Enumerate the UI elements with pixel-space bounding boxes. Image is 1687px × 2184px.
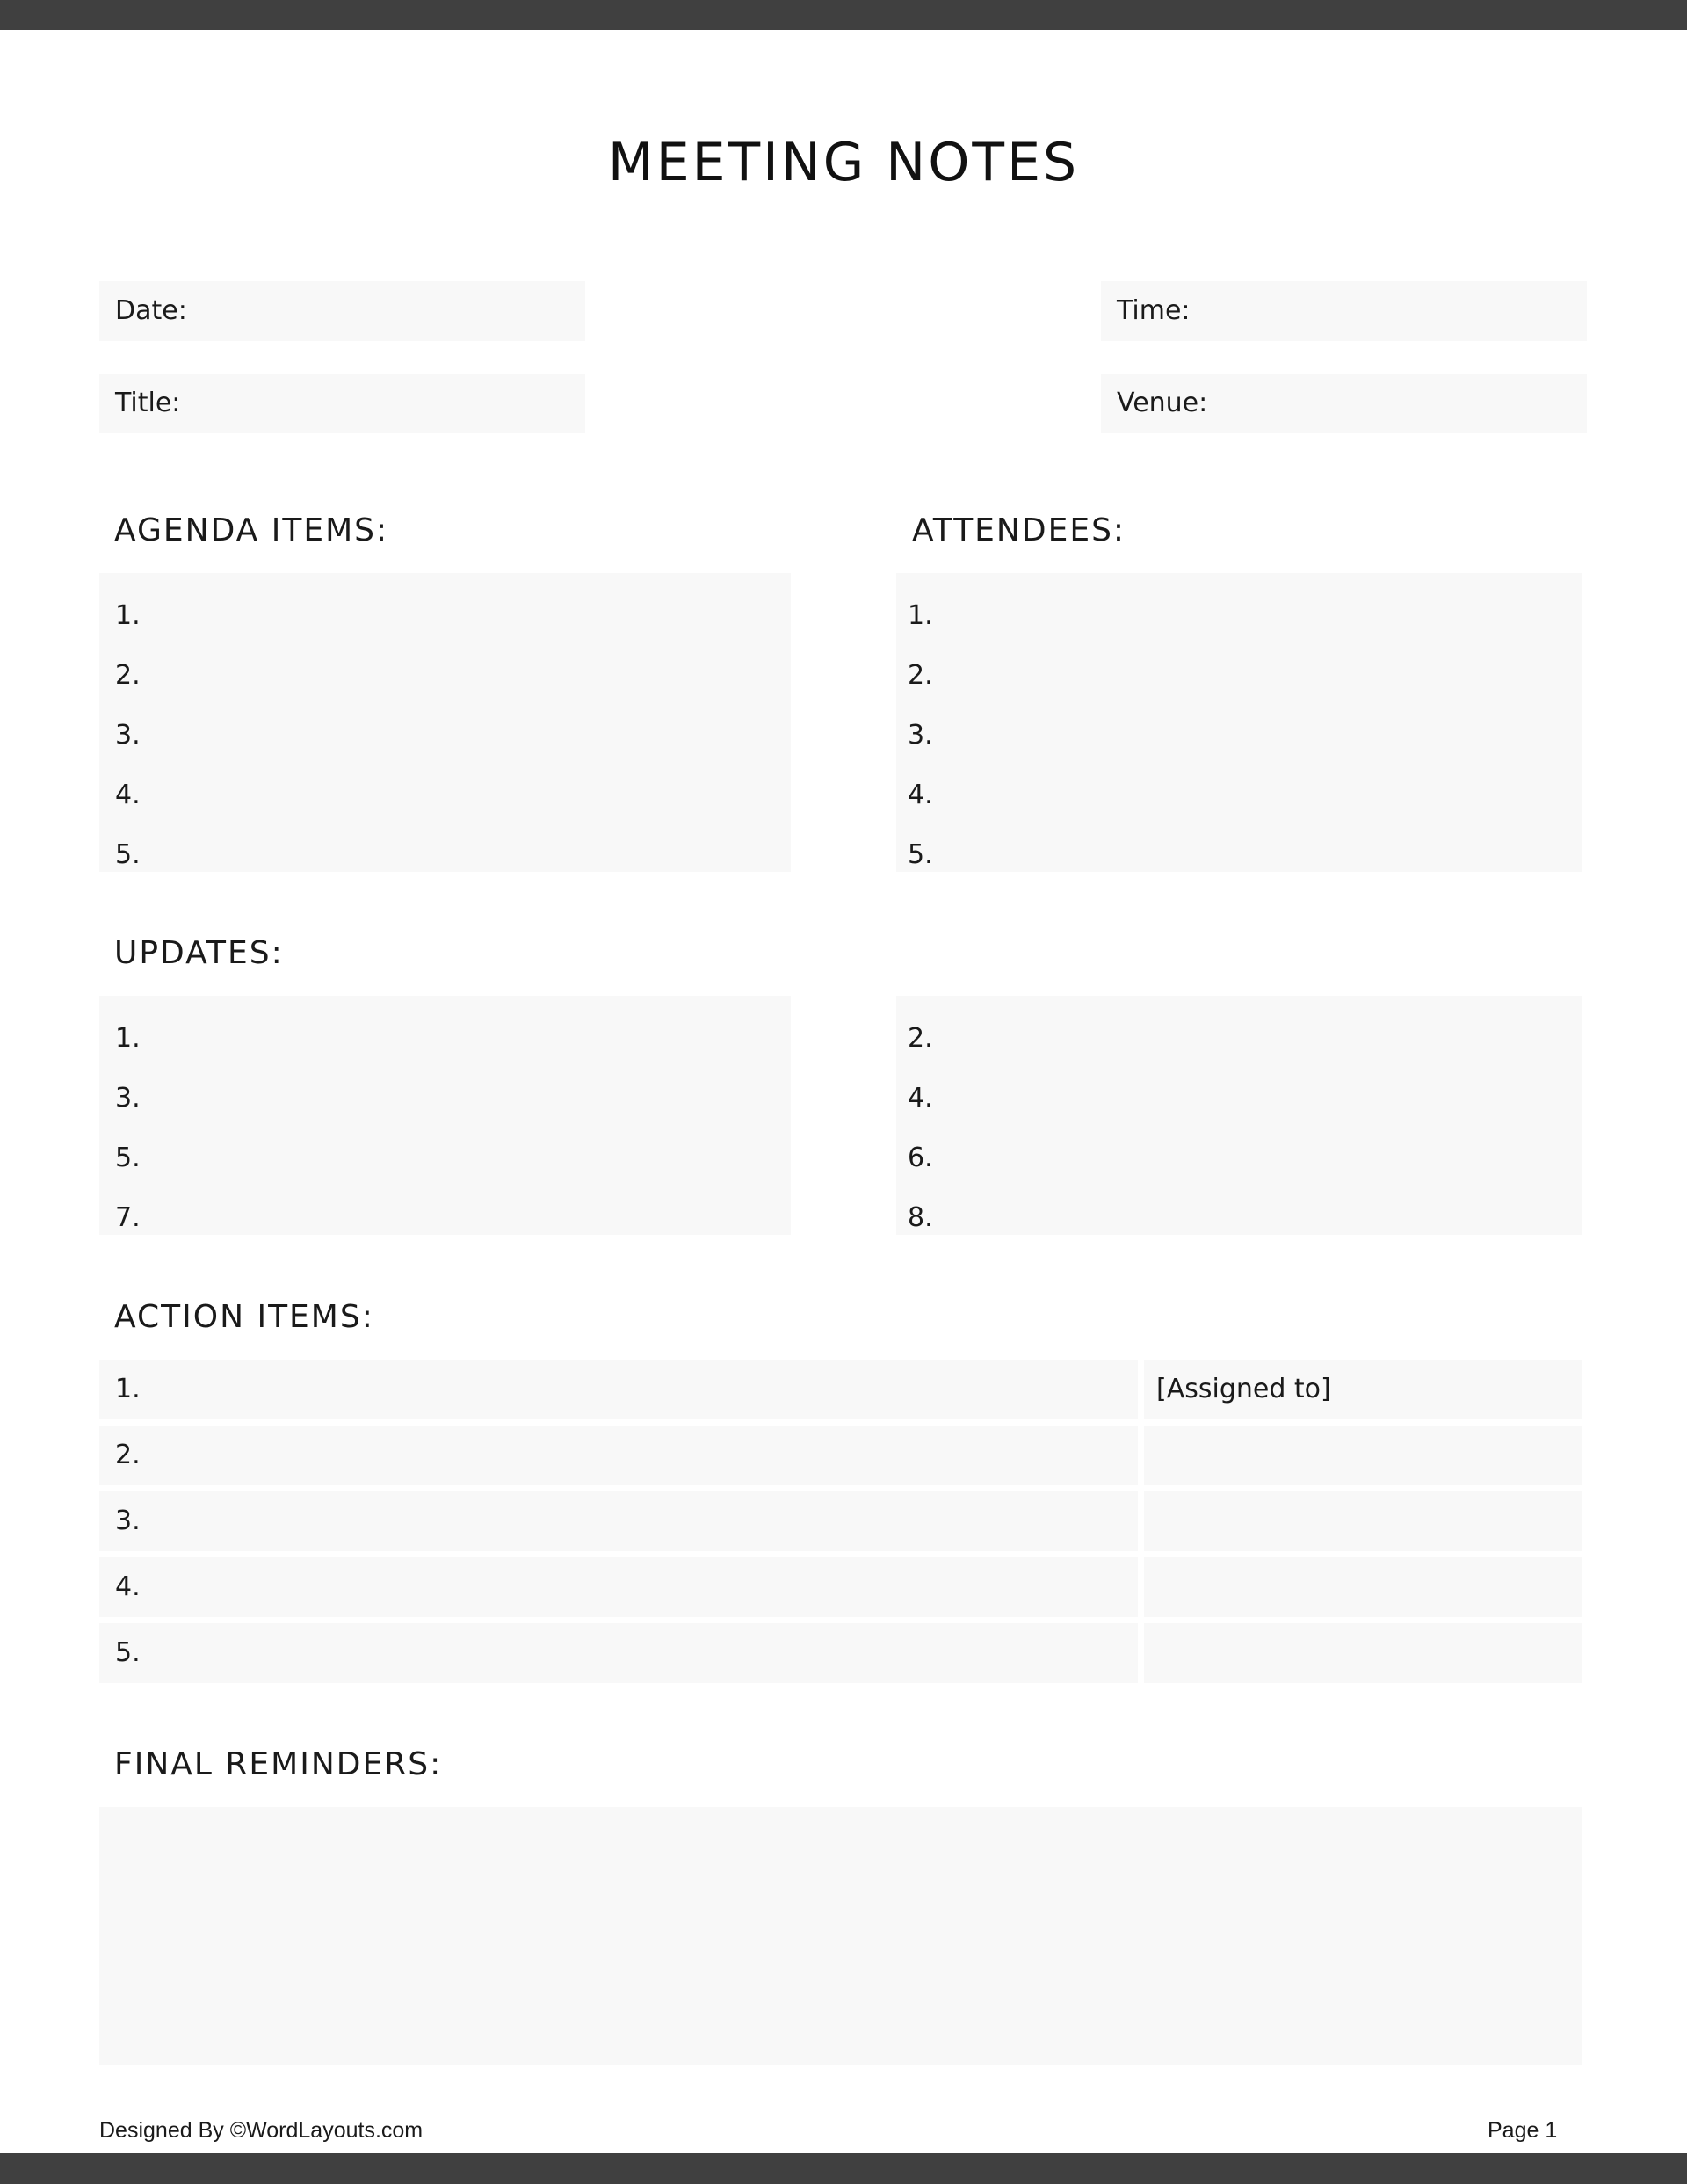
list-item: 4. [115, 780, 141, 810]
attendees-heading: ATTENDEES: [912, 512, 1126, 548]
action-items-heading: ACTION ITEMS: [114, 1299, 374, 1335]
action-item-label: 3. [115, 1506, 141, 1536]
list-item: 8. [908, 1202, 933, 1233]
action-item-row[interactable] [99, 1426, 1138, 1485]
agenda-heading: AGENDA ITEMS: [114, 512, 389, 548]
date-label: Date: [115, 295, 187, 326]
list-item: 2. [908, 660, 933, 691]
attendees-list[interactable] [896, 573, 1582, 872]
list-item: 5. [115, 839, 141, 870]
list-item: 3. [908, 720, 933, 751]
assigned-to-cell[interactable] [1144, 1623, 1582, 1683]
list-item: 2. [908, 1023, 933, 1054]
list-item: 1. [115, 600, 141, 631]
top-bar [0, 0, 1687, 30]
list-item: 3. [115, 1083, 141, 1114]
date-field[interactable] [99, 281, 585, 341]
list-item: 5. [115, 1143, 141, 1173]
venue-label: Venue: [1117, 388, 1208, 418]
final-reminders-heading: FINAL REMINDERS: [114, 1746, 443, 1782]
action-item-row[interactable] [99, 1491, 1138, 1551]
action-item-row[interactable] [99, 1557, 1138, 1617]
page-title: MEETING NOTES [607, 132, 1080, 193]
title-label: Title: [115, 388, 181, 418]
updates-right-list[interactable] [896, 996, 1582, 1235]
list-item: 3. [115, 720, 141, 751]
time-label: Time: [1117, 295, 1191, 326]
action-item-label: 4. [115, 1571, 141, 1602]
venue-field[interactable] [1101, 374, 1587, 433]
assigned-to-cell[interactable] [1144, 1426, 1582, 1485]
time-field[interactable] [1101, 281, 1587, 341]
action-item-label: 5. [115, 1637, 141, 1668]
footer-credit: Designed By ©WordLayouts.com [99, 2118, 424, 2143]
action-item-row[interactable] [99, 1360, 1138, 1419]
list-item: 6. [908, 1143, 933, 1173]
list-item: 5. [908, 839, 933, 870]
list-item: 1. [115, 1023, 141, 1054]
updates-left-list[interactable] [99, 996, 791, 1235]
list-item: 1. [908, 600, 933, 631]
final-reminders-area[interactable] [99, 1807, 1582, 2065]
list-item: 4. [908, 780, 933, 810]
assigned-to-cell[interactable] [1144, 1557, 1582, 1617]
title-field[interactable] [99, 374, 585, 433]
action-item-label: 2. [115, 1440, 141, 1470]
page-number: Page 1 [1488, 2118, 1558, 2143]
bottom-bar [0, 2153, 1687, 2184]
updates-heading: UPDATES: [114, 935, 284, 971]
action-item-row[interactable] [99, 1623, 1138, 1683]
agenda-list[interactable] [99, 573, 791, 872]
list-item: 4. [908, 1083, 933, 1114]
assigned-to-cell[interactable] [1144, 1360, 1582, 1419]
list-item: 2. [115, 660, 141, 691]
action-item-label: 1. [115, 1374, 141, 1404]
assigned-to-text: [Assigned to] [1156, 1374, 1331, 1404]
list-item: 7. [115, 1202, 141, 1233]
assigned-to-cell[interactable] [1144, 1491, 1582, 1551]
